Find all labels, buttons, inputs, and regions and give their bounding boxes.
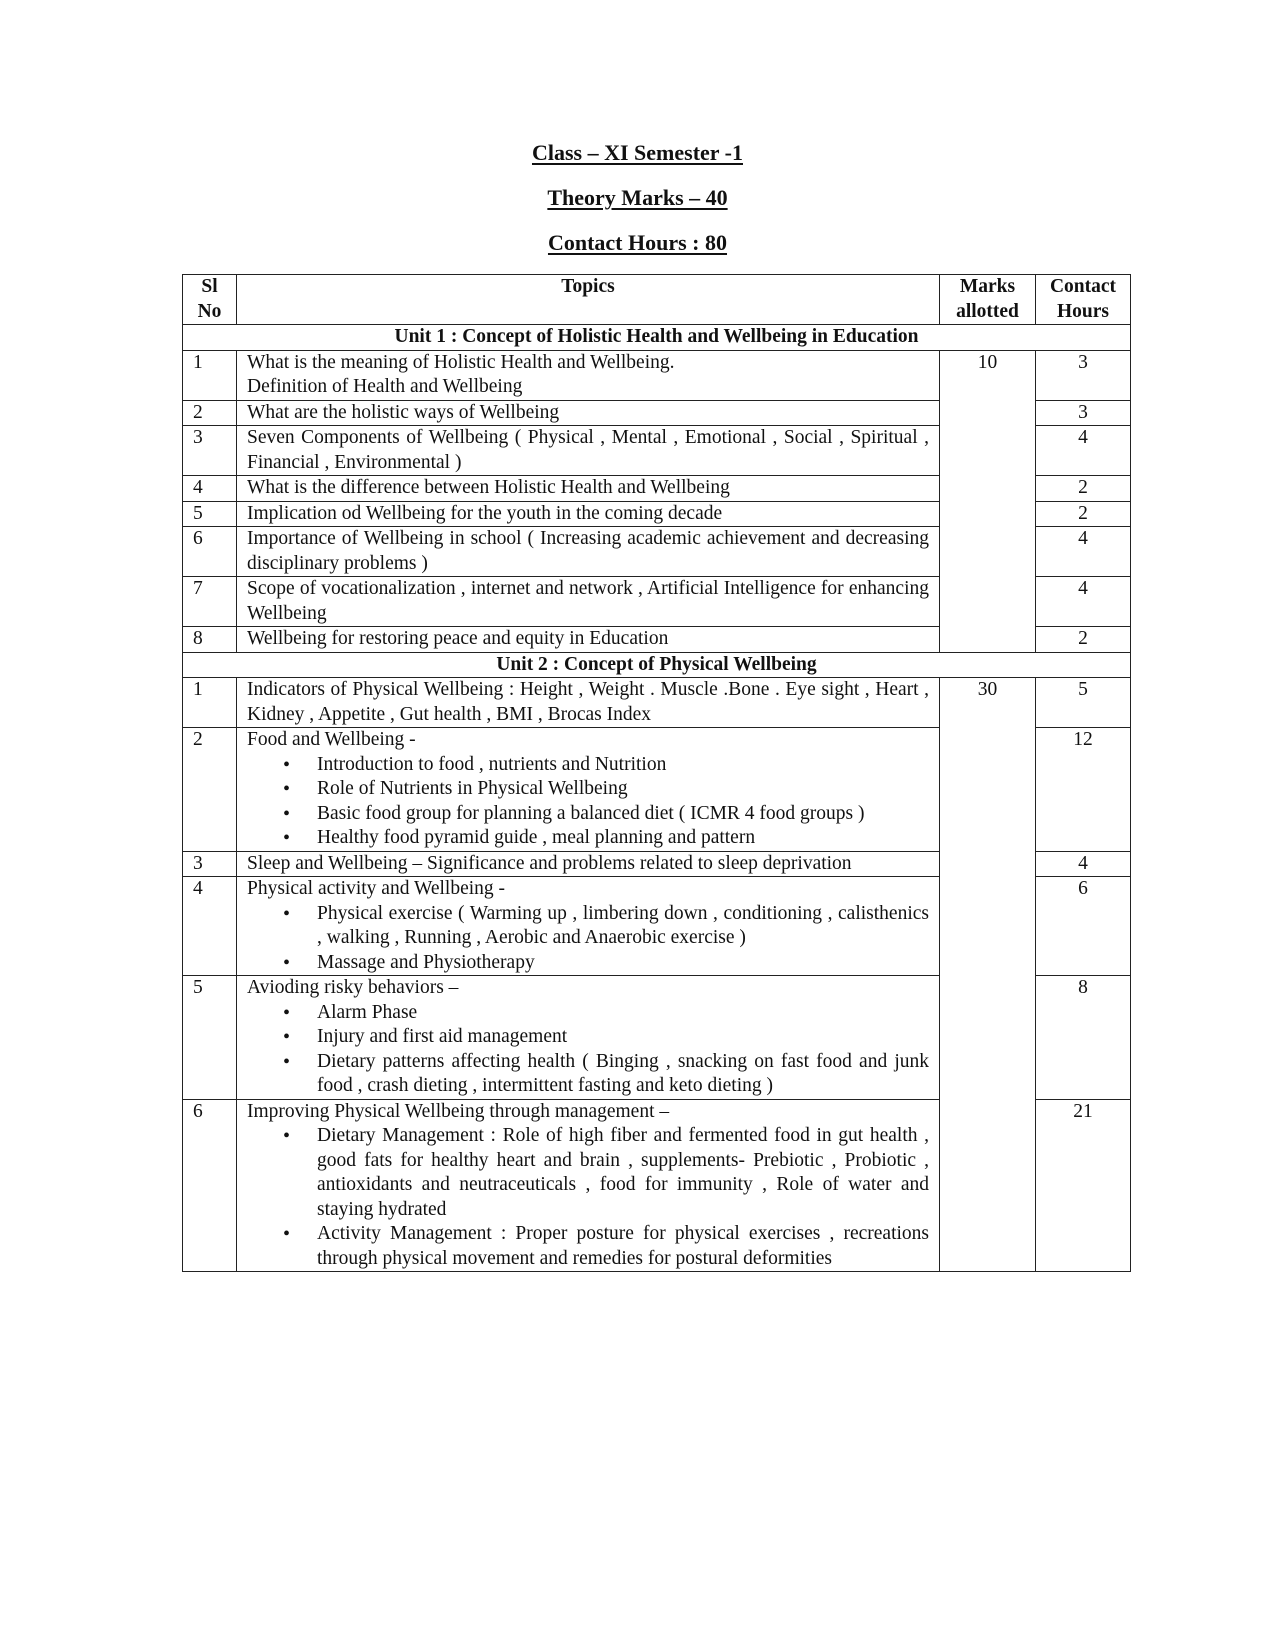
sl-no-header: Sl No — [183, 275, 237, 325]
sl-number: 4 — [183, 476, 237, 502]
topic-line: Definition of Health and Wellbeing — [247, 376, 523, 397]
topic-cell: Wellbeing for restoring peace and equity in Education — [237, 627, 940, 653]
hours-cell: 8 — [1036, 976, 1131, 1100]
hours-cell: 3 — [1036, 400, 1131, 426]
sl-number: 2 — [183, 400, 237, 426]
topic-line: Physical activity and Wellbeing - — [247, 878, 506, 899]
topic-cell — [237, 1099, 940, 1272]
table-row — [183, 678, 1131, 728]
topic-cell: What is the difference between Holistic Health and Wellbeing — [237, 476, 940, 502]
contact-hours-header: Contact Hours — [1036, 275, 1131, 325]
unit-1-title: Unit 1 : Concept of Holistic Health and Wellbeing in Education — [183, 325, 1131, 351]
sl-number: 5 — [183, 976, 237, 1100]
sl-number: 1 — [183, 350, 237, 400]
bullet-item: • Introduction to food , nutrients and Nutrition — [317, 753, 929, 778]
bullet-item: • Physical exercise ( Warming up , limbering down , conditioning , calisthenics , walking , Running , Aerobic and Anaerobic exercise ) — [317, 902, 929, 951]
topic-cell — [237, 976, 940, 1100]
unit-1-marks: 10 — [940, 350, 1036, 652]
sl-number: 5 — [183, 501, 237, 527]
hours-cell: 12 — [1036, 728, 1131, 852]
bullet-list — [247, 753, 929, 851]
topic-cell — [237, 728, 940, 852]
hours-cell: 2 — [1036, 627, 1131, 653]
unit-2-title: Unit 2 : Concept of Physical Wellbeing — [183, 652, 1131, 678]
topics-header: Topics — [237, 275, 940, 325]
sl-number: 2 — [183, 728, 237, 852]
bullet-item: • Injury and first aid management — [317, 1025, 929, 1050]
topic-line: Improving Physical Wellbeing through management – — [247, 1100, 670, 1122]
hours-cell: 4 — [1036, 851, 1131, 877]
syllabus-table — [182, 274, 1131, 1272]
topic-line: Food and Wellbeing - — [247, 729, 416, 750]
hours-cell: 2 — [1036, 476, 1131, 502]
sl-number: 6 — [183, 527, 237, 577]
sl-number: 3 — [183, 426, 237, 476]
sl-number: 1 — [183, 678, 237, 728]
unit-2-title-row — [183, 652, 1131, 678]
bullet-item: • Healthy food pyramid guide , meal planning and pattern — [317, 826, 929, 851]
table-header-row — [183, 275, 1131, 325]
hours-cell: 5 — [1036, 678, 1131, 728]
bullet-list — [247, 1124, 929, 1271]
bullet-item: • Alarm Phase — [317, 1001, 929, 1026]
topic-line: What is the meaning of Holistic Health and Wellbeing. — [247, 351, 675, 373]
bullet-item: • Role of Nutrients in Physical Wellbeing — [317, 777, 929, 802]
marks-allotted-header: Marks allotted — [940, 275, 1036, 325]
bullet-item: • Basic food group for planning a balanced diet ( ICMR 4 food groups ) — [317, 802, 929, 827]
sl-number: 7 — [183, 577, 237, 627]
topic-cell — [237, 350, 940, 400]
topic-cell: What are the holistic ways of Wellbeing — [237, 400, 940, 426]
topic-cell — [237, 877, 940, 976]
bullet-item: • Activity Management : Proper posture for physical exercises , recreations through physical movement and remedies for postural deformities — [317, 1222, 929, 1271]
bullet-item: • Dietary patterns affecting health ( Binging , snacking on fast food and junk food , crash dieting , intermittent fasting and keto dieting ) — [317, 1050, 929, 1099]
topic-cell: Indicators of Physical Wellbeing : Height , Weight . Muscle .Bone . Eye sight , Heart , Kidney , Appetite , Gut health , BMI , Brocas Index — [237, 678, 940, 728]
topic-cell: Sleep and Wellbeing – Significance and problems related to sleep deprivation — [237, 851, 940, 877]
sl-number: 6 — [183, 1099, 237, 1272]
topic-line: Avioding risky behaviors – — [247, 977, 459, 998]
class-semester-heading: Class – XI Semester -1 — [531, 140, 743, 165]
table-row — [183, 350, 1131, 400]
contact-hours-heading: Contact Hours : 80 — [547, 230, 728, 255]
bullet-list — [247, 1001, 929, 1099]
hours-cell: 4 — [1036, 426, 1131, 476]
hours-cell: 4 — [1036, 577, 1131, 627]
hours-cell: 4 — [1036, 527, 1131, 577]
sl-number: 8 — [183, 627, 237, 653]
bullet-item: • Dietary Management : Role of high fiber and fermented food in gut health , good fats for healthy heart and brain , supplements- Prebiotic , Probiotic , antioxidants and neutraceuticals , food for immunity , Role of water and staying hydrated — [317, 1124, 929, 1222]
bullet-item: • Massage and Physiotherapy — [317, 951, 929, 976]
theory-marks-heading: Theory Marks – 40 — [547, 185, 728, 210]
hours-cell: 6 — [1036, 877, 1131, 976]
hours-cell: 3 — [1036, 350, 1131, 400]
unit-2-marks: 30 — [940, 678, 1036, 1272]
bullet-list — [247, 902, 929, 976]
topic-cell: Importance of Wellbeing in school ( Increasing academic achievement and decreasing disciplinary problems ) — [237, 527, 940, 577]
sl-number: 3 — [183, 851, 237, 877]
topic-cell: Seven Components of Wellbeing ( Physical , Mental , Emotional , Social , Spiritual , Financial , Environmental ) — [237, 426, 940, 476]
hours-cell: 21 — [1036, 1099, 1131, 1272]
unit-1-title-row — [183, 325, 1131, 351]
sl-number: 4 — [183, 877, 237, 976]
hours-cell: 2 — [1036, 501, 1131, 527]
topic-cell: Scope of vocationalization , internet and network , Artificial Intelligence for enhancing Wellbeing — [237, 577, 940, 627]
topic-cell: Implication od Wellbeing for the youth in the coming decade — [237, 501, 940, 527]
